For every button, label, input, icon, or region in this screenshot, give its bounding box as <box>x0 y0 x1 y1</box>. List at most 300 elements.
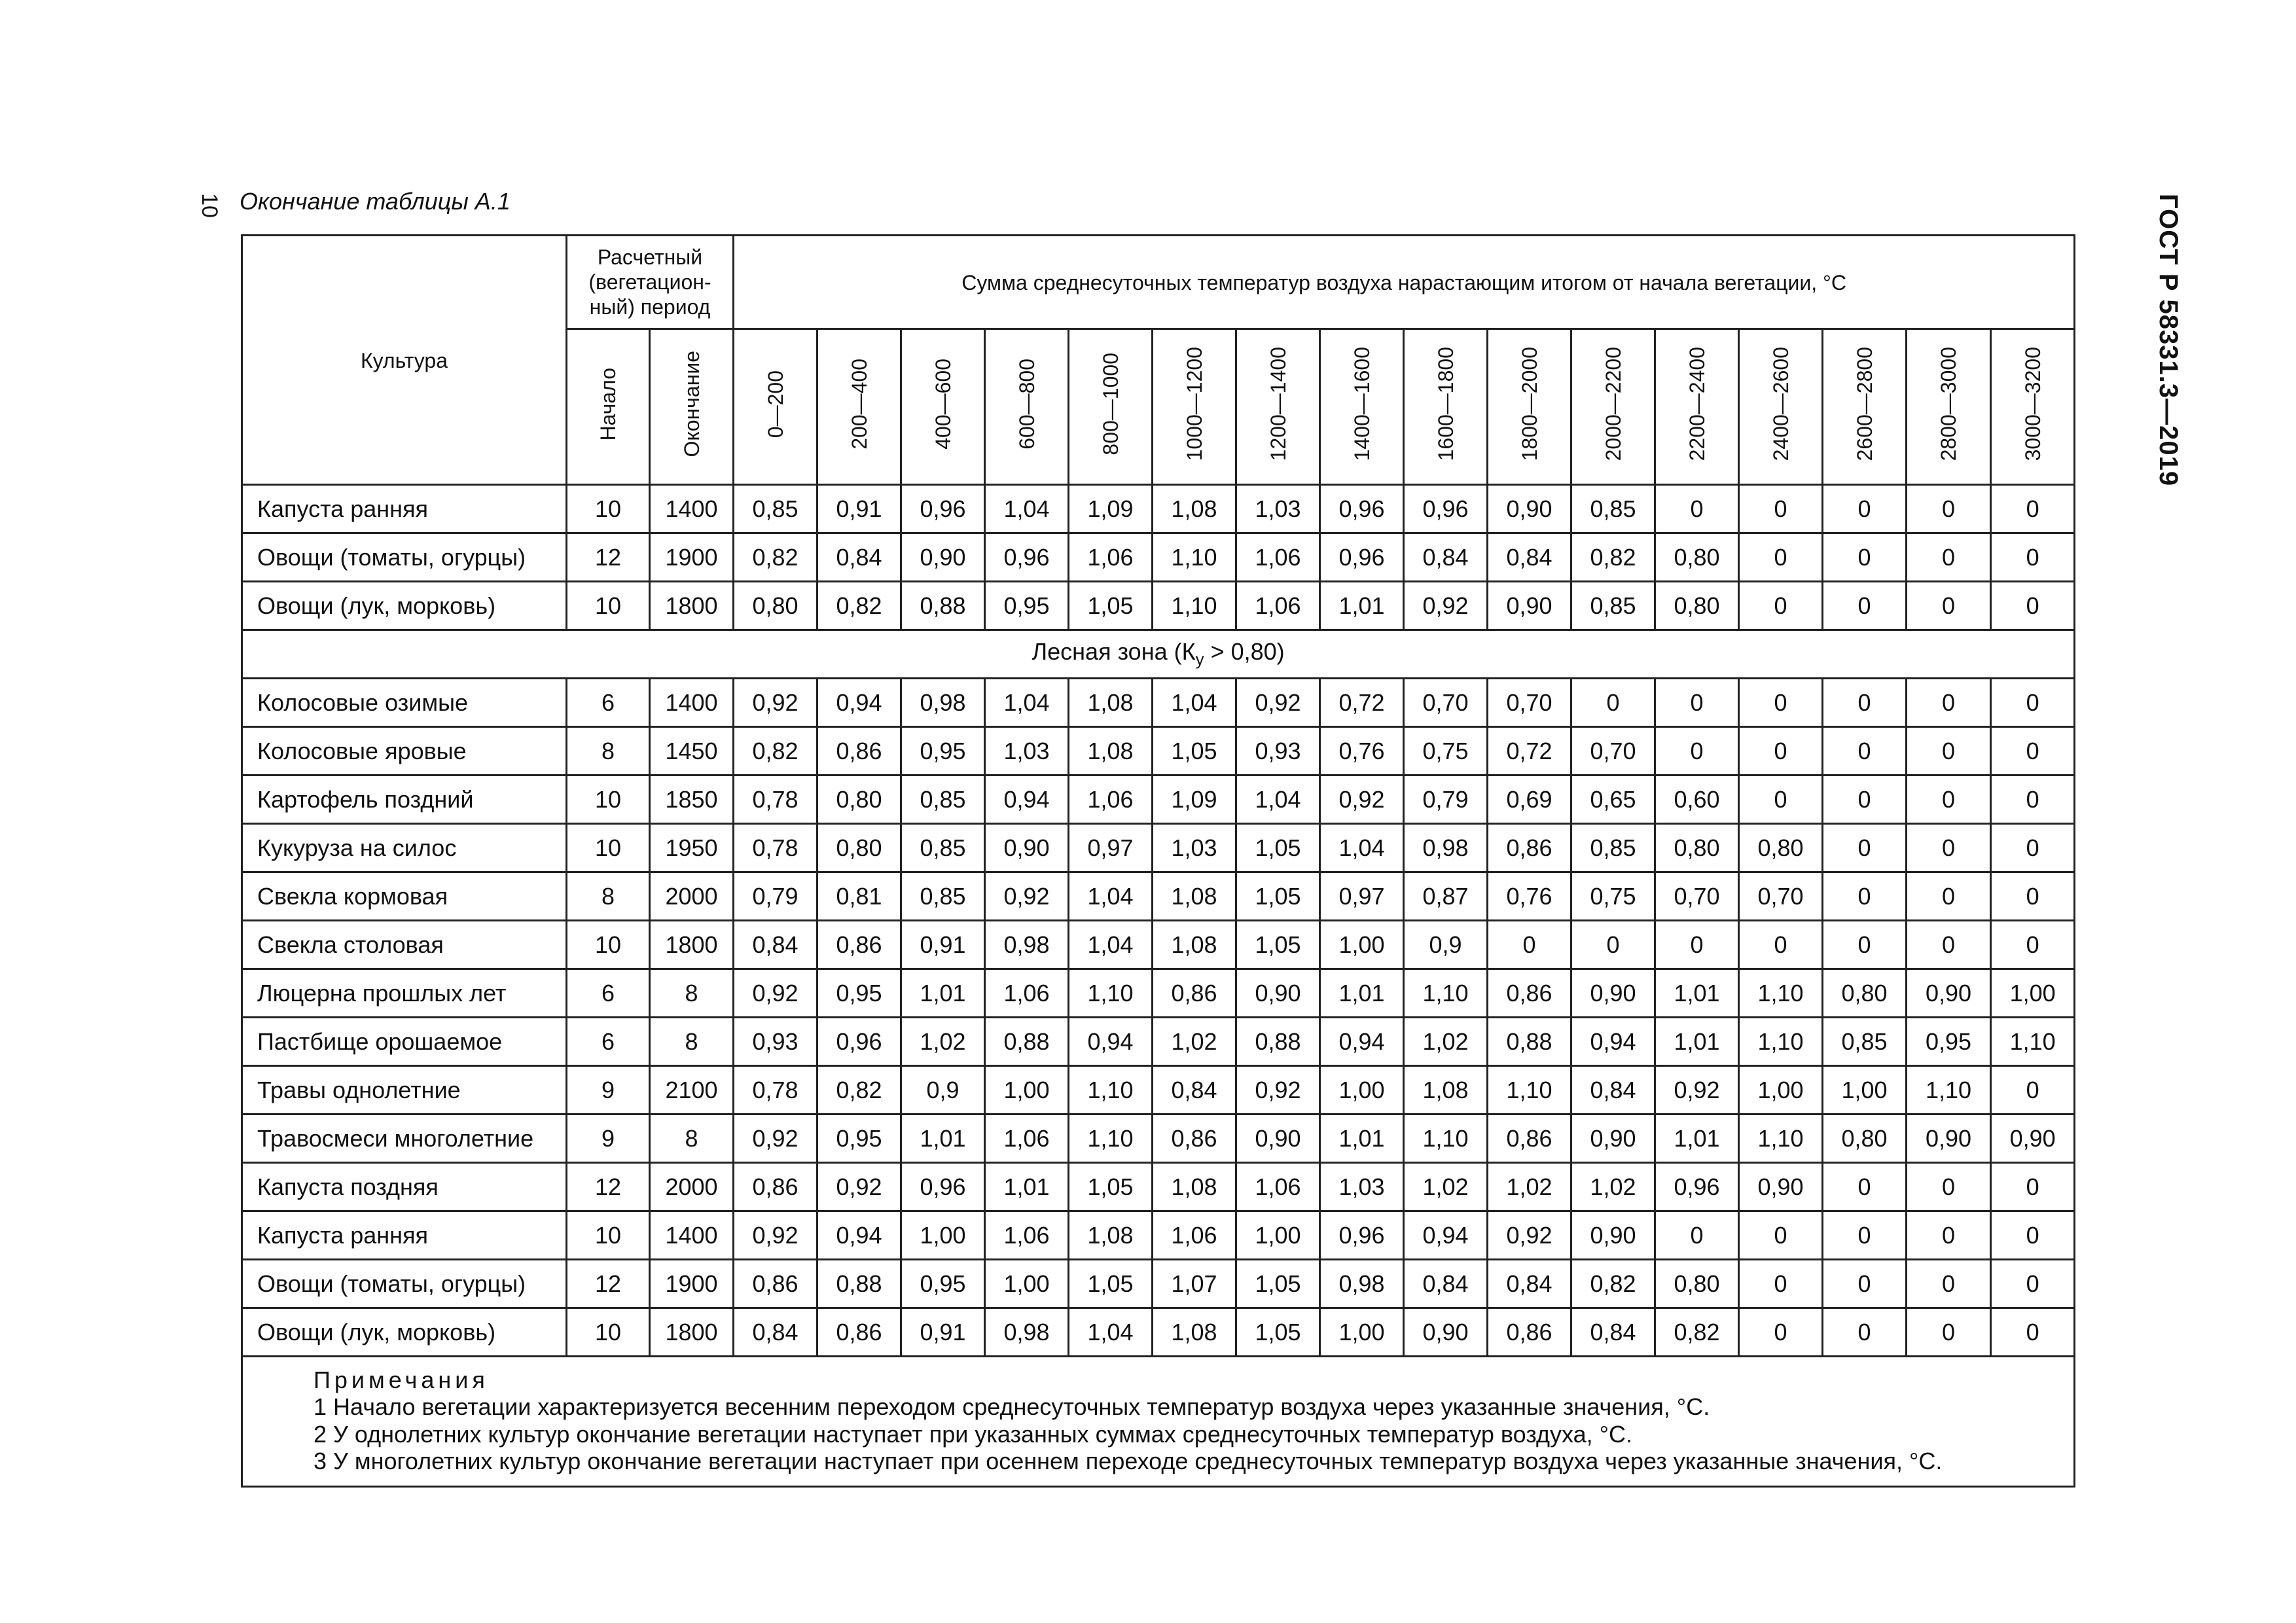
header-range-7: 1400—1600 <box>1320 329 1404 485</box>
culture-cell: Свекла столовая <box>242 921 567 969</box>
value-cell: 0,82 <box>817 582 901 630</box>
value-cell: 0,86 <box>1153 1115 1236 1163</box>
value-cell: 0,97 <box>1069 824 1153 872</box>
end-cell: 8 <box>650 1018 734 1066</box>
value-cell: 0,92 <box>1488 1211 1571 1260</box>
value-cell: 0 <box>1907 679 1991 727</box>
value-cell: 0,86 <box>1153 969 1236 1018</box>
value-cell: 0,94 <box>1404 1211 1488 1260</box>
header-end: Окончание <box>650 329 734 485</box>
value-cell: 0,98 <box>985 921 1069 969</box>
value-cell: 1,05 <box>1069 582 1153 630</box>
value-cell: 1,05 <box>1236 921 1320 969</box>
value-cell: 1,02 <box>1153 1018 1236 1066</box>
note-item: 2 У однолетних культур окончание вегетации наступает при указанных суммах среднесуточных температур воздуха, °С. <box>314 1420 1632 1448</box>
value-cell: 0,72 <box>1488 727 1571 776</box>
table-row <box>242 921 2075 969</box>
value-cell: 1,08 <box>1153 921 1236 969</box>
table-row <box>242 1211 2075 1260</box>
start-cell: 6 <box>567 679 650 727</box>
value-cell: 0,90 <box>1571 1115 1655 1163</box>
value-cell: 0,80 <box>1739 824 1823 872</box>
value-cell: 0,92 <box>817 1163 901 1211</box>
value-cell: 0 <box>1907 776 1991 824</box>
value-cell: 1,02 <box>1488 1163 1571 1211</box>
value-cell: 0,86 <box>817 727 901 776</box>
value-cell: 0 <box>1907 872 1991 921</box>
culture-cell: Травы однолетние <box>242 1066 567 1115</box>
value-cell: 1,01 <box>901 969 985 1018</box>
value-cell: 0,9 <box>901 1066 985 1115</box>
value-cell: 0,95 <box>817 1115 901 1163</box>
value-cell: 0 <box>1823 776 1907 824</box>
value-cell: 0,85 <box>1823 1018 1907 1066</box>
value-cell: 0 <box>1823 921 1907 969</box>
value-cell: 0 <box>1823 872 1907 921</box>
value-cell: 1,04 <box>985 679 1069 727</box>
value-cell: 0,86 <box>1488 824 1571 872</box>
value-cell: 1,10 <box>1069 1115 1153 1163</box>
value-cell: 0 <box>1655 679 1739 727</box>
value-cell: 1,10 <box>1404 1115 1488 1163</box>
value-cell: 0 <box>1739 1211 1823 1260</box>
value-cell: 1,04 <box>985 485 1069 533</box>
value-cell: 0,80 <box>734 582 817 630</box>
value-cell: 0 <box>1991 1211 2075 1260</box>
value-cell: 0 <box>1655 1211 1739 1260</box>
value-cell: 0,92 <box>1655 1066 1739 1115</box>
value-cell: 0 <box>1907 1260 1991 1308</box>
value-cell: 0,85 <box>901 872 985 921</box>
value-cell: 0,80 <box>1823 969 1907 1018</box>
value-cell: 0,80 <box>1655 533 1739 582</box>
value-cell: 1,01 <box>985 1163 1069 1211</box>
value-cell: 0,84 <box>1153 1066 1236 1115</box>
value-cell: 1,06 <box>1069 776 1153 824</box>
value-cell: 0,79 <box>734 872 817 921</box>
table-row <box>242 679 2075 727</box>
value-cell: 1,07 <box>1153 1260 1236 1308</box>
value-cell: 0,92 <box>985 872 1069 921</box>
value-cell: 1,10 <box>1907 1066 1991 1115</box>
value-cell: 1,10 <box>1739 1115 1823 1163</box>
value-cell: 0 <box>1907 824 1991 872</box>
header-range-12: 2400—2600 <box>1739 329 1823 485</box>
zone-row <box>242 630 2075 679</box>
value-cell: 0,84 <box>1404 533 1488 582</box>
header-range-9: 1800—2000 <box>1488 329 1571 485</box>
value-cell: 0,72 <box>1320 679 1404 727</box>
value-cell: 1,01 <box>1655 1018 1739 1066</box>
value-cell: 0 <box>1991 485 2075 533</box>
value-cell: 0,97 <box>1320 872 1404 921</box>
value-cell: 0 <box>1823 824 1907 872</box>
table-row <box>242 872 2075 921</box>
value-cell: 0,87 <box>1404 872 1488 921</box>
value-cell: 1,01 <box>1655 1115 1739 1163</box>
value-cell: 0,90 <box>1236 969 1320 1018</box>
value-cell: 0,92 <box>1236 1066 1320 1115</box>
value-cell: 1,06 <box>1153 1211 1236 1260</box>
header-range-13: 2600—2800 <box>1823 329 1907 485</box>
value-cell: 0,84 <box>1571 1308 1655 1357</box>
value-cell: 0,82 <box>734 727 817 776</box>
value-cell: 0 <box>1823 485 1907 533</box>
value-cell: 0 <box>1991 1066 2075 1115</box>
table-row <box>242 824 2075 872</box>
value-cell: 0,96 <box>985 533 1069 582</box>
end-cell: 1800 <box>650 1308 734 1357</box>
table-row <box>242 485 2075 533</box>
end-cell: 1900 <box>650 533 734 582</box>
value-cell: 1,01 <box>1320 1115 1404 1163</box>
value-cell: 0,96 <box>817 1018 901 1066</box>
notes <box>242 1357 2075 1487</box>
culture-cell: Капуста ранняя <box>242 1211 567 1260</box>
value-cell: 0 <box>1991 1163 2075 1211</box>
value-cell: 0,84 <box>1488 533 1571 582</box>
header-start: Начало <box>567 329 650 485</box>
value-cell: 0,90 <box>1739 1163 1823 1211</box>
culture-cell: Травосмеси многолетние <box>242 1115 567 1163</box>
value-cell: 1,01 <box>901 1115 985 1163</box>
header-range-5: 1000—1200 <box>1153 329 1236 485</box>
value-cell: 0,86 <box>817 1308 901 1357</box>
end-cell: 1400 <box>650 679 734 727</box>
start-cell: 10 <box>567 1211 650 1260</box>
value-cell: 0 <box>1907 485 1991 533</box>
value-cell: 1,02 <box>901 1018 985 1066</box>
value-cell: 0,88 <box>901 582 985 630</box>
value-cell: 0 <box>1571 679 1655 727</box>
table-row <box>242 727 2075 776</box>
value-cell: 0 <box>1907 533 1991 582</box>
value-cell: 0,96 <box>1320 1211 1404 1260</box>
value-cell: 0,92 <box>734 1115 817 1163</box>
value-cell: 0,92 <box>734 1211 817 1260</box>
end-cell: 2000 <box>650 872 734 921</box>
value-cell: 0 <box>1991 776 2075 824</box>
value-cell: 0,91 <box>901 1308 985 1357</box>
value-cell: 1,03 <box>1236 485 1320 533</box>
end-cell: 1850 <box>650 776 734 824</box>
header-range-2: 400—600 <box>901 329 985 485</box>
zone-label: Лесная зона $(К_у > 0,80)$ <box>242 630 2075 679</box>
value-cell: 1,01 <box>1320 582 1404 630</box>
value-cell: 0 <box>1739 776 1823 824</box>
culture-cell: Пастбище орошаемое <box>242 1018 567 1066</box>
value-cell: 0,94 <box>1571 1018 1655 1066</box>
value-cell: 1,08 <box>1069 1211 1153 1260</box>
value-cell: 1,06 <box>1236 1163 1320 1211</box>
value-cell: 0 <box>1823 533 1907 582</box>
value-cell: 0,70 <box>1488 679 1571 727</box>
value-cell: 1,00 <box>1320 921 1404 969</box>
value-cell: 0,88 <box>817 1260 901 1308</box>
value-cell: 0 <box>1823 582 1907 630</box>
value-cell: 0 <box>1907 1211 1991 1260</box>
value-cell: 0,98 <box>1404 824 1488 872</box>
value-cell: 1,10 <box>1404 969 1488 1018</box>
value-cell: 1,10 <box>1069 1066 1153 1115</box>
value-cell: 1,05 <box>1153 727 1236 776</box>
end-cell: 1800 <box>650 921 734 969</box>
value-cell: 1,08 <box>1069 727 1153 776</box>
value-cell: 0,80 <box>1823 1115 1907 1163</box>
value-cell: 0 <box>1739 1260 1823 1308</box>
value-cell: 0,90 <box>1907 969 1991 1018</box>
value-cell: 0,78 <box>734 824 817 872</box>
start-cell: 10 <box>567 776 650 824</box>
value-cell: 1,10 <box>1069 969 1153 1018</box>
value-cell: 0 <box>1739 582 1823 630</box>
value-cell: 0,98 <box>985 1308 1069 1357</box>
value-cell: 0,93 <box>734 1018 817 1066</box>
culture-cell: Колосовые яровые <box>242 727 567 776</box>
value-cell: 1,00 <box>1320 1308 1404 1357</box>
culture-cell: Овощи (томаты, огурцы) <box>242 1260 567 1308</box>
value-cell: 0 <box>1991 921 2075 969</box>
end-cell: 1800 <box>650 582 734 630</box>
value-cell: 0,92 <box>1404 582 1488 630</box>
value-cell: 0,98 <box>901 679 985 727</box>
start-cell: 10 <box>567 921 650 969</box>
value-cell: 1,03 <box>1153 824 1236 872</box>
value-cell: 1,08 <box>1069 679 1153 727</box>
value-cell: 1,05 <box>1069 1163 1153 1211</box>
value-cell: 0,90 <box>1991 1115 2075 1163</box>
value-cell: 0 <box>1488 921 1571 969</box>
value-cell: 1,02 <box>1404 1163 1488 1211</box>
value-cell: 0,70 <box>1404 679 1488 727</box>
value-cell: 1,08 <box>1153 872 1236 921</box>
value-cell: 0 <box>1823 1260 1907 1308</box>
value-cell: 1,03 <box>985 727 1069 776</box>
value-cell: 0 <box>1991 679 2075 727</box>
value-cell: 1,04 <box>1153 679 1236 727</box>
value-cell: 0,82 <box>1571 533 1655 582</box>
value-cell: 0,95 <box>1907 1018 1991 1066</box>
value-cell: 0,96 <box>1404 485 1488 533</box>
value-cell: 0,80 <box>817 824 901 872</box>
value-cell: 0 <box>1571 921 1655 969</box>
value-cell: 0,80 <box>1655 1260 1739 1308</box>
value-cell: 0 <box>1991 582 2075 630</box>
culture-cell: Люцерна прошлых лет <box>242 969 567 1018</box>
value-cell: 0,84 <box>734 921 817 969</box>
value-cell: 0,92 <box>734 969 817 1018</box>
value-cell: 0,85 <box>1571 582 1655 630</box>
value-cell: 1,10 <box>1991 1018 2075 1066</box>
document-title: ГОСТ Р 58331.3—2019 <box>2154 194 2183 487</box>
end-cell: 8 <box>650 1115 734 1163</box>
value-cell: 1,00 <box>1320 1066 1404 1115</box>
value-cell: 0,81 <box>817 872 901 921</box>
value-cell: 1,09 <box>1153 776 1236 824</box>
value-cell: 1,05 <box>1236 1308 1320 1357</box>
value-cell: 0,85 <box>1571 485 1655 533</box>
culture-cell: Овощи (лук, морковь) <box>242 582 567 630</box>
start-cell: 9 <box>567 1115 650 1163</box>
value-cell: 1,04 <box>1236 776 1320 824</box>
value-cell: 0,85 <box>901 824 985 872</box>
value-cell: 1,04 <box>1069 872 1153 921</box>
value-cell: 0,75 <box>1571 872 1655 921</box>
value-cell: 1,09 <box>1069 485 1153 533</box>
value-cell: 1,02 <box>1404 1018 1488 1066</box>
value-cell: 0,94 <box>1320 1018 1404 1066</box>
value-cell: 1,08 <box>1153 485 1236 533</box>
value-cell: 0,80 <box>1655 582 1739 630</box>
start-cell: 8 <box>567 727 650 776</box>
value-cell: 1,06 <box>1069 533 1153 582</box>
value-cell: 0,65 <box>1571 776 1655 824</box>
value-cell: 0 <box>1739 1308 1823 1357</box>
header-range-15: 3000—3200 <box>1991 329 2075 485</box>
value-cell: 1,10 <box>1488 1066 1571 1115</box>
value-cell: 0,95 <box>817 969 901 1018</box>
value-cell: 0 <box>1907 727 1991 776</box>
value-cell: 1,01 <box>1655 969 1739 1018</box>
value-cell: 0,9 <box>1404 921 1488 969</box>
header-range-4: 800—1000 <box>1069 329 1153 485</box>
value-cell: 0,70 <box>1655 872 1739 921</box>
value-cell: 1,05 <box>1236 824 1320 872</box>
value-cell: 0,76 <box>1488 872 1571 921</box>
end-cell: 2100 <box>650 1066 734 1115</box>
value-cell: 0 <box>1739 485 1823 533</box>
start-cell: 12 <box>567 1163 650 1211</box>
value-cell: 0,94 <box>1069 1018 1153 1066</box>
header-range-1: 200—400 <box>817 329 901 485</box>
table-row <box>242 533 2075 582</box>
value-cell: 0,85 <box>734 485 817 533</box>
coefficient-table <box>241 234 2075 1488</box>
end-cell: 8 <box>650 969 734 1018</box>
header-range-8: 1600—1800 <box>1404 329 1488 485</box>
culture-cell: Кукуруза на силос <box>242 824 567 872</box>
value-cell: 1,00 <box>1739 1066 1823 1115</box>
header-period: Расчетный (вегетацион-ный) период <box>567 236 734 329</box>
table-row <box>242 1260 2075 1308</box>
value-cell: 0,90 <box>901 533 985 582</box>
value-cell: 1,10 <box>1153 533 1236 582</box>
value-cell: 0,88 <box>985 1018 1069 1066</box>
value-cell: 0 <box>1907 921 1991 969</box>
start-cell: 9 <box>567 1066 650 1115</box>
value-cell: 1,04 <box>1069 921 1153 969</box>
value-cell: 1,03 <box>1320 1163 1404 1211</box>
table-row <box>242 1308 2075 1357</box>
value-cell: 0 <box>1991 1260 2075 1308</box>
value-cell: 0 <box>1907 582 1991 630</box>
value-cell: 0,84 <box>817 533 901 582</box>
value-cell: 0,86 <box>734 1163 817 1211</box>
value-cell: 0 <box>1991 824 2075 872</box>
value-cell: 1,00 <box>1991 969 2075 1018</box>
value-cell: 0,91 <box>901 921 985 969</box>
value-cell: 0,95 <box>901 727 985 776</box>
header-range-3: 600—800 <box>985 329 1069 485</box>
value-cell: 1,10 <box>1739 969 1823 1018</box>
value-cell: 1,10 <box>1739 1018 1823 1066</box>
start-cell: 12 <box>567 1260 650 1308</box>
start-cell: 8 <box>567 872 650 921</box>
end-cell: 1950 <box>650 824 734 872</box>
value-cell: 0,75 <box>1404 727 1488 776</box>
value-cell: 0,92 <box>1236 679 1320 727</box>
culture-cell: Капуста ранняя <box>242 485 567 533</box>
culture-cell: Овощи (лук, морковь) <box>242 1308 567 1357</box>
notes-row <box>242 1357 2075 1487</box>
value-cell: 0 <box>1907 1163 1991 1211</box>
value-cell: 0,86 <box>734 1260 817 1308</box>
value-cell: 0,86 <box>1488 969 1571 1018</box>
notes-title: Примечания <box>314 1366 489 1393</box>
end-cell: 1400 <box>650 1211 734 1260</box>
value-cell: 0,60 <box>1655 776 1739 824</box>
value-cell: 1,00 <box>1823 1066 1907 1115</box>
value-cell: 0,79 <box>1404 776 1488 824</box>
value-cell: 0,82 <box>1571 1260 1655 1308</box>
value-cell: 1,06 <box>985 969 1069 1018</box>
start-cell: 10 <box>567 582 650 630</box>
start-cell: 6 <box>567 1018 650 1066</box>
header-range-11: 2200—2400 <box>1655 329 1739 485</box>
header-range-14: 2800—3000 <box>1907 329 1991 485</box>
value-cell: 0,82 <box>734 533 817 582</box>
page-number: 10 <box>197 193 222 218</box>
value-cell: 0,90 <box>1488 582 1571 630</box>
value-cell: 0,84 <box>1404 1260 1488 1308</box>
header-temperature-sum: Сумма среднесуточных температур воздуха нарастающим итогом от начала вегетации, °С <box>734 236 2075 329</box>
table-caption: Окончание таблицы А.1 <box>240 188 511 215</box>
value-cell: 0,85 <box>901 776 985 824</box>
value-cell: 0 <box>1739 679 1823 727</box>
table-row <box>242 776 2075 824</box>
value-cell: 0,94 <box>817 679 901 727</box>
value-cell: 1,00 <box>901 1211 985 1260</box>
culture-cell: Картофель поздний <box>242 776 567 824</box>
value-cell: 1,04 <box>1069 1308 1153 1357</box>
value-cell: 0,86 <box>1488 1308 1571 1357</box>
value-cell: 0,88 <box>1236 1018 1320 1066</box>
value-cell: 0 <box>1823 1211 1907 1260</box>
value-cell: 0,96 <box>901 485 985 533</box>
value-cell: 0,76 <box>1320 727 1404 776</box>
value-cell: 1,06 <box>1236 533 1320 582</box>
value-cell: 0 <box>1739 727 1823 776</box>
note-item: 1 Начало вегетации характеризуется весенним переходом среднесуточных температур воздуха через указанные значения, °С. <box>314 1393 1710 1421</box>
value-cell: 0,84 <box>734 1308 817 1357</box>
note-item: 3 У многолетних культур окончание вегетации наступает при осеннем переходе среднесуточных температур воздуха через указанные значения, °С. <box>314 1448 1943 1475</box>
value-cell: 0,85 <box>1571 824 1655 872</box>
value-cell: 0,82 <box>1655 1308 1739 1357</box>
value-cell: 1,05 <box>1236 872 1320 921</box>
value-cell: 0 <box>1823 679 1907 727</box>
value-cell: 0 <box>1991 1308 2075 1357</box>
value-cell: 0,94 <box>817 1211 901 1260</box>
value-cell: 1,01 <box>1320 969 1404 1018</box>
table-row <box>242 1018 2075 1066</box>
value-cell: 0,90 <box>1488 485 1571 533</box>
start-cell: 6 <box>567 969 650 1018</box>
table-row <box>242 1163 2075 1211</box>
culture-cell: Колосовые озимые <box>242 679 567 727</box>
value-cell: 0,96 <box>1320 485 1404 533</box>
value-cell: 1,06 <box>985 1211 1069 1260</box>
value-cell: 0,96 <box>901 1163 985 1211</box>
